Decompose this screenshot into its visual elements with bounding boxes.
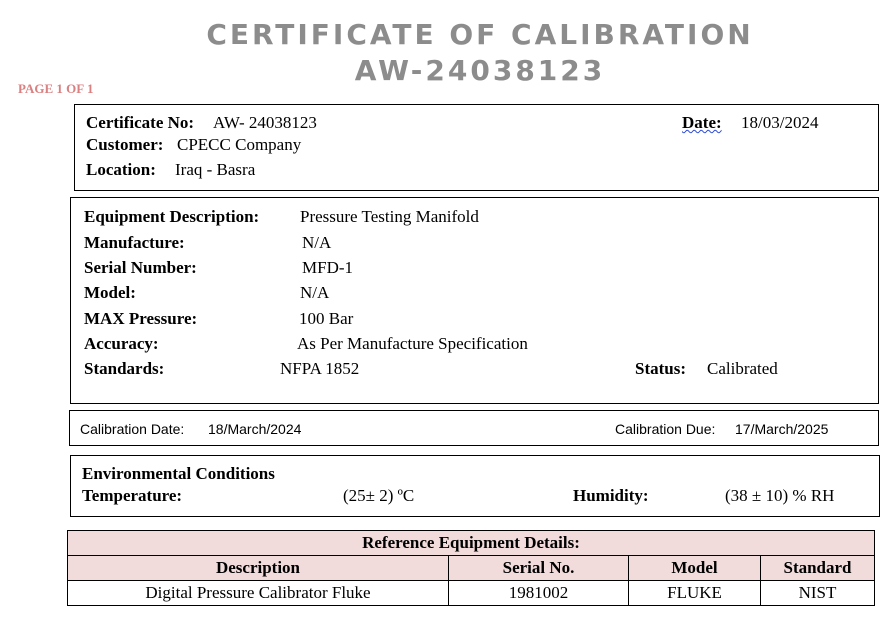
- status-label: Status:: [635, 359, 687, 378]
- accuracy-value: As Per Manufacture Specification: [297, 334, 528, 353]
- humidity-label: Humidity:: [573, 486, 649, 505]
- accuracy-label: Accuracy:: [84, 334, 159, 353]
- calibration-due-label: Calibration Due:: [615, 421, 716, 437]
- model-label: Model:: [84, 283, 136, 302]
- reference-table-title: Reference Equipment Details:: [68, 531, 875, 556]
- manufacture-value: N/A: [302, 233, 332, 252]
- location-value: Iraq - Basra: [175, 160, 256, 179]
- max-pressure-label: MAX Pressure:: [84, 309, 198, 328]
- calibration-date-label: Calibration Date:: [80, 421, 185, 437]
- standards-value: NFPA 1852: [280, 359, 360, 378]
- table-row: [68, 581, 875, 606]
- calibration-due-value: 17/March/2025: [735, 421, 829, 437]
- column-header-model: Model: [629, 556, 761, 581]
- calibration-date-value: 18/March/2024: [208, 421, 302, 437]
- serial-number-value: MFD-1: [302, 258, 354, 277]
- date-label: Date:: [682, 113, 722, 132]
- cert-no-value: AW- 24038123: [213, 113, 317, 132]
- location-label: Location:: [86, 160, 156, 179]
- max-pressure-value: 100 Bar: [299, 309, 354, 328]
- temperature-value: (25± 2) ºC: [343, 486, 415, 505]
- row-standard: NIST: [761, 581, 875, 606]
- humidity-value: (38 ± 10) % RH: [725, 486, 835, 505]
- column-header-standard: Standard: [761, 556, 875, 581]
- manufacture-label: Manufacture:: [84, 233, 185, 252]
- customer-label: Customer:: [86, 135, 164, 154]
- model-value: N/A: [300, 283, 330, 302]
- customer-value: CPECC Company: [177, 135, 302, 154]
- status-value: Calibrated: [707, 359, 778, 378]
- column-header-description: Description: [68, 556, 449, 581]
- page-indicator: PAGE 1 OF 1: [18, 81, 94, 96]
- serial-number-label: Serial Number:: [84, 258, 197, 277]
- standards-label: Standards:: [84, 359, 165, 378]
- date-value: 18/03/2024: [741, 113, 819, 132]
- certificate-title: CERTIFICATE OF CALIBRATION: [206, 18, 754, 51]
- column-header-serial: Serial No.: [449, 556, 629, 581]
- row-model: FLUKE: [629, 581, 761, 606]
- reference-equipment-table: [67, 530, 875, 606]
- environment-heading: Environmental Conditions: [82, 464, 275, 483]
- row-description: Digital Pressure Calibrator Fluke: [68, 581, 449, 606]
- row-serial: 1981002: [449, 581, 629, 606]
- equipment-description-value: Pressure Testing Manifold: [300, 207, 479, 226]
- cert-no-label: Certificate No:: [86, 113, 195, 132]
- certificate-number-title: AW-24038123: [354, 54, 606, 87]
- equipment-description-label: Equipment Description:: [84, 207, 260, 226]
- temperature-label: Temperature:: [82, 486, 183, 505]
